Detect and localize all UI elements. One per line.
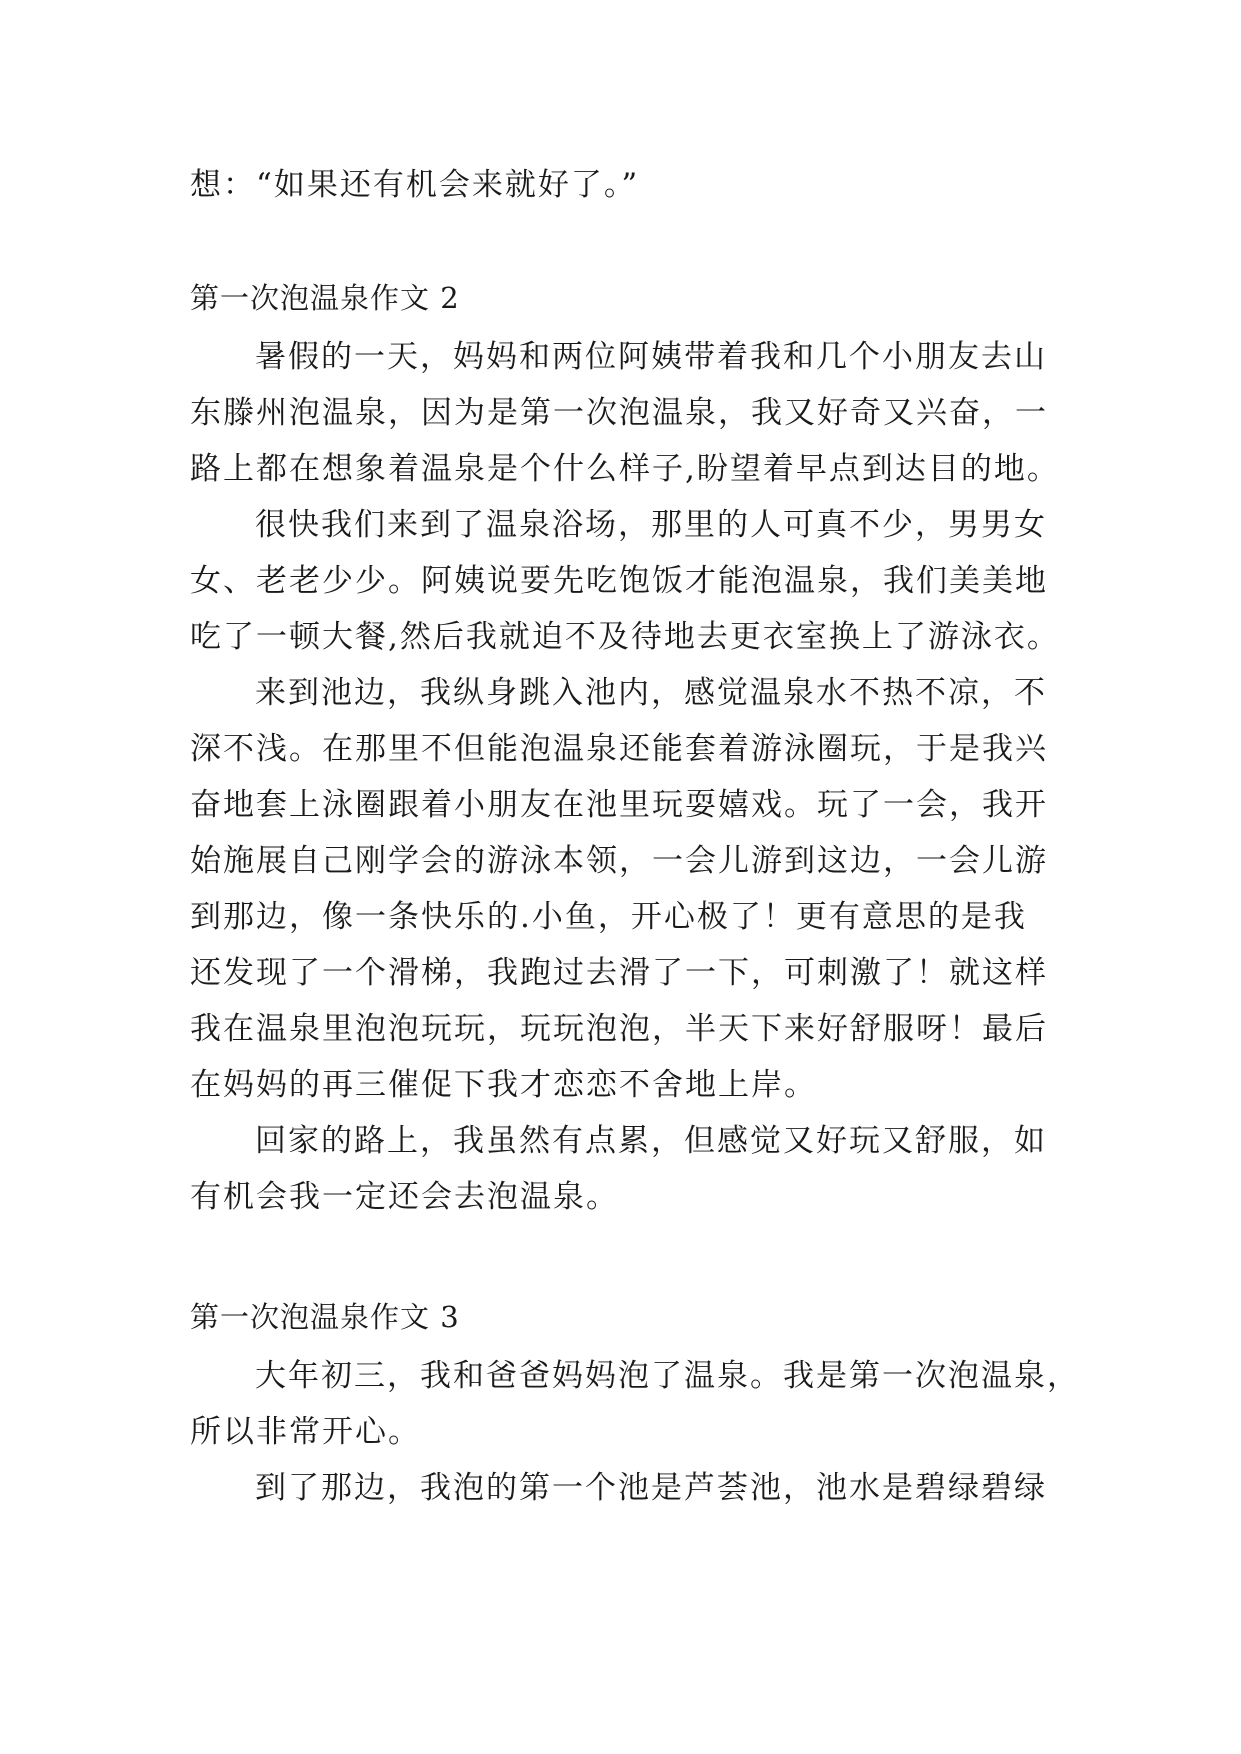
section-heading-2: 第一次泡温泉作文 2 <box>190 281 460 315</box>
text-line: 我在温泉里泡泡玩玩，玩玩泡泡，半天下来好舒服呀！最后 <box>190 1011 1048 1047</box>
text-line: 暑假的一天，妈妈和两位阿姨带着我和几个小朋友去山 <box>255 339 1047 375</box>
text-line: 来到池边，我纵身跳入池内，感觉温泉水不热不凉，不 <box>255 675 1047 711</box>
text-line: 女、老老少少。阿姨说要先吃饱饭才能泡温泉，我们美美地 <box>190 563 1048 599</box>
text-line: 吃了一顿大餐,然后我就迫不及待地去更衣室换上了游泳衣。 <box>190 619 1060 655</box>
text-line: 想：“如果还有机会来就好了。” <box>190 167 640 203</box>
text-line: 还发现了一个滑梯，我跑过去滑了一下，可刺激了！就这样 <box>190 955 1048 991</box>
text-line: 所以非常开心。 <box>190 1414 421 1450</box>
section-heading-3: 第一次泡温泉作文 3 <box>190 1300 460 1334</box>
text-line: 奋地套上泳圈跟着小朋友在池里玩耍嬉戏。玩了一会，我开 <box>190 787 1048 823</box>
text-line: 有机会我一定还会去泡温泉。 <box>190 1179 619 1215</box>
text-line: 大年初三，我和爸爸妈妈泡了温泉。我是第一次泡温泉， <box>255 1358 1080 1394</box>
text-line: 很快我们来到了温泉浴场，那里的人可真不少，男男女 <box>255 507 1047 543</box>
text-line: 到了那边，我泡的第一个池是芦荟池，池水是碧绿碧绿 <box>255 1470 1047 1506</box>
text-line: 路上都在想象着温泉是个什么样子,盼望着早点到达目的地。 <box>190 451 1060 487</box>
text-line: 东滕州泡温泉，因为是第一次泡温泉，我又好奇又兴奋，一 <box>190 395 1048 431</box>
text-line: 到那边，像一条快乐的.小鱼，开心极了！更有意思的是我 <box>190 899 1027 935</box>
text-line: 在妈妈的再三催促下我才恋恋不舍地上岸。 <box>190 1067 817 1103</box>
text-line: 始施展自己刚学会的游泳本领，一会儿游到这边，一会儿游 <box>190 843 1048 879</box>
text-line: 回家的路上，我虽然有点累，但感觉又好玩又舒服，如 <box>255 1123 1047 1159</box>
text-line: 深不浅。在那里不但能泡温泉还能套着游泳圈玩，于是我兴 <box>190 731 1048 767</box>
